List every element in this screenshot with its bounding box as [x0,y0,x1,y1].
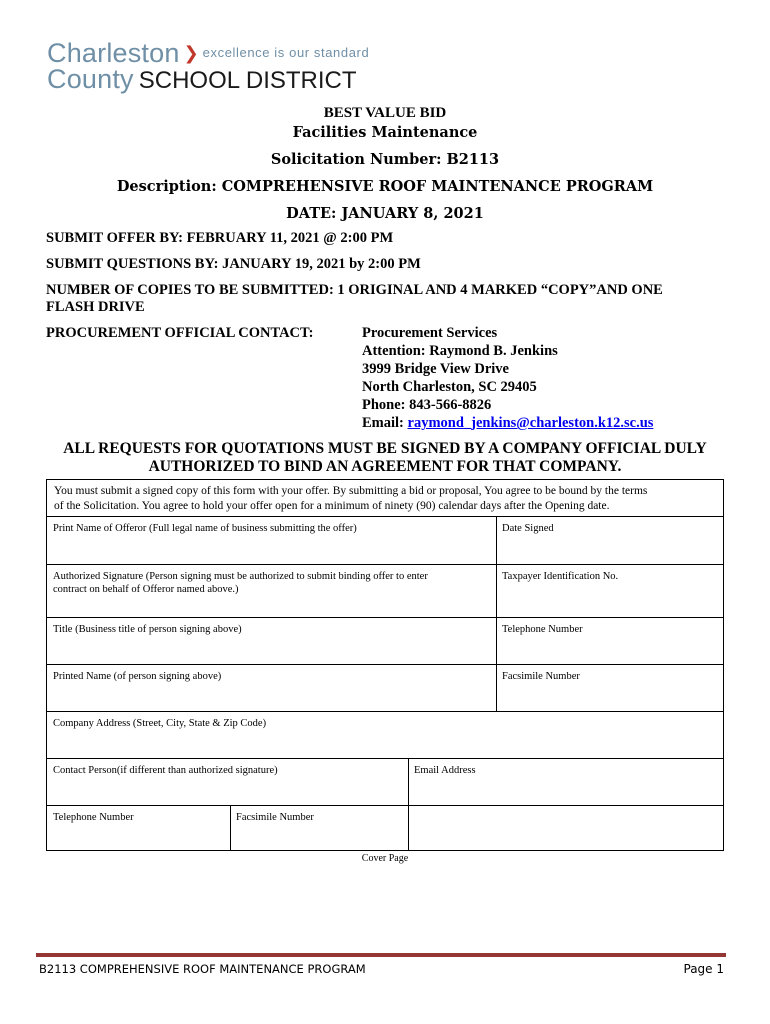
footer-doc-name: B2113 COMPREHENSIVE ROOF MAINTENANCE PROGRAM [39,962,366,976]
field-email-address[interactable] [408,758,723,805]
logo-name-line2a: County [47,64,134,94]
procurement-contact [362,324,653,432]
solicitation-number: Solicitation Number: B2113 [270,151,500,168]
column-divider [230,805,231,850]
field-contact-person-label: Contact Person(if different than authorized signature) [53,765,278,776]
column-divider [496,516,497,711]
field-print-name-label: Print Name of Offeror (Full legal name of business submitting the offer) [53,523,357,534]
submit-questions-by: SUBMIT QUESTIONS BY: JANUARY 19, 2021 by 2:00 PM [46,256,421,272]
submit-offer-by: SUBMIT OFFER BY: FEBRUARY 11, 2021 @ 2:00 PM [46,230,394,246]
solicitation-description: Description: COMPREHENSIVE ROOF MAINTENANCE PROGRAM [116,178,654,195]
form-intro-line1: You must submit a signed copy of this form with your offer. By submitting a bid or proposal, You agree to be bound by the terms [54,485,648,497]
field-blank[interactable] [408,805,723,850]
field-facsimile-label: Facsimile Number [502,671,580,682]
form-intro [54,484,718,514]
form-intro-line2: of the Solicitation. You agree to hold your offer open for a minimum of ninety (90) calendar days after the Opening date. [54,500,610,512]
field-printed-name-label: Printed Name (of person signing above) [53,671,222,682]
field-title-label: Title (Business title of person signing above) [53,624,242,635]
contact-dept: Procurement Services [362,325,498,341]
contact-label: PROCUREMENT OFFICIAL CONTACT: [46,325,314,341]
field-contact-person[interactable] [47,758,408,805]
field-facsimile[interactable] [496,664,723,711]
field-facsimile-2-label: Facsimile Number [236,812,314,823]
cover-page-caption: Cover Page [361,853,409,864]
field-telephone-2-label: Telephone Number [53,812,134,823]
contact-attention: Attention: Raymond B. Jenkins [362,343,558,359]
field-company-address-label: Company Address (Street, City, State & Zip Code) [53,718,267,729]
logo-name-line1: Charleston [47,38,180,68]
field-authorized-signature[interactable] [47,564,496,617]
field-date-signed-label: Date Signed [502,523,554,534]
field-printed-name[interactable] [47,664,496,711]
field-date-signed[interactable] [496,516,723,564]
field-telephone-2[interactable] [47,805,230,850]
field-telephone[interactable] [496,617,723,664]
field-auth-sig-label2: contract on behalf of Offeror named above.) [53,584,239,595]
field-taxpayer-label: Taxpayer Identification No. [502,571,619,582]
field-email-address-label: Email Address [414,765,476,776]
copies-line1: NUMBER OF COPIES TO BE SUBMITTED: 1 ORIGINAL AND 4 MARKED “COPY”AND ONE [46,282,663,298]
contact-email-label: Email: [362,415,408,431]
field-company-address[interactable] [47,711,723,758]
footer-divider [36,953,726,957]
field-telephone-label: Telephone Number [502,624,583,635]
chevron-right-icon: ❯ [183,43,199,64]
logo-name-line2b: SCHOOL DISTRICT [138,67,357,94]
field-title[interactable] [47,617,496,664]
copies-line2: FLASH DRIVE [46,299,145,315]
doc-subtitle: Facilities Maintenance [292,124,478,141]
column-divider [408,758,409,850]
contact-city: North Charleston, SC 29405 [362,379,537,395]
offeror-form [46,479,724,851]
contact-email-link[interactable]: raymond_jenkins@charleston.k12.sc.us [407,415,654,431]
contact-email-row [362,414,653,432]
notice-line2: AUTHORIZED TO BIND AN AGREEMENT FOR THAT COMPANY. [148,458,622,475]
contact-phone: Phone: 843-566-8826 [362,397,492,413]
footer-page-number: Page 1 [683,962,724,976]
contact-street: 3999 Bridge View Drive [362,361,509,377]
solicitation-date: DATE: JANUARY 8, 2021 [286,205,484,222]
field-auth-sig-label1: Authorized Signature (Person signing must be authorized to submit binding offer to enter [53,571,428,582]
field-print-name[interactable] [47,516,496,564]
field-taxpayer-id[interactable] [496,564,723,617]
doc-title: BEST VALUE BID [323,105,447,121]
logo-tagline: excellence is our standard [202,45,370,60]
field-facsimile-2[interactable] [230,805,408,850]
notice-line1: ALL REQUESTS FOR QUOTATIONS MUST BE SIGNED BY A COMPANY OFFICIAL DULY [63,440,707,457]
